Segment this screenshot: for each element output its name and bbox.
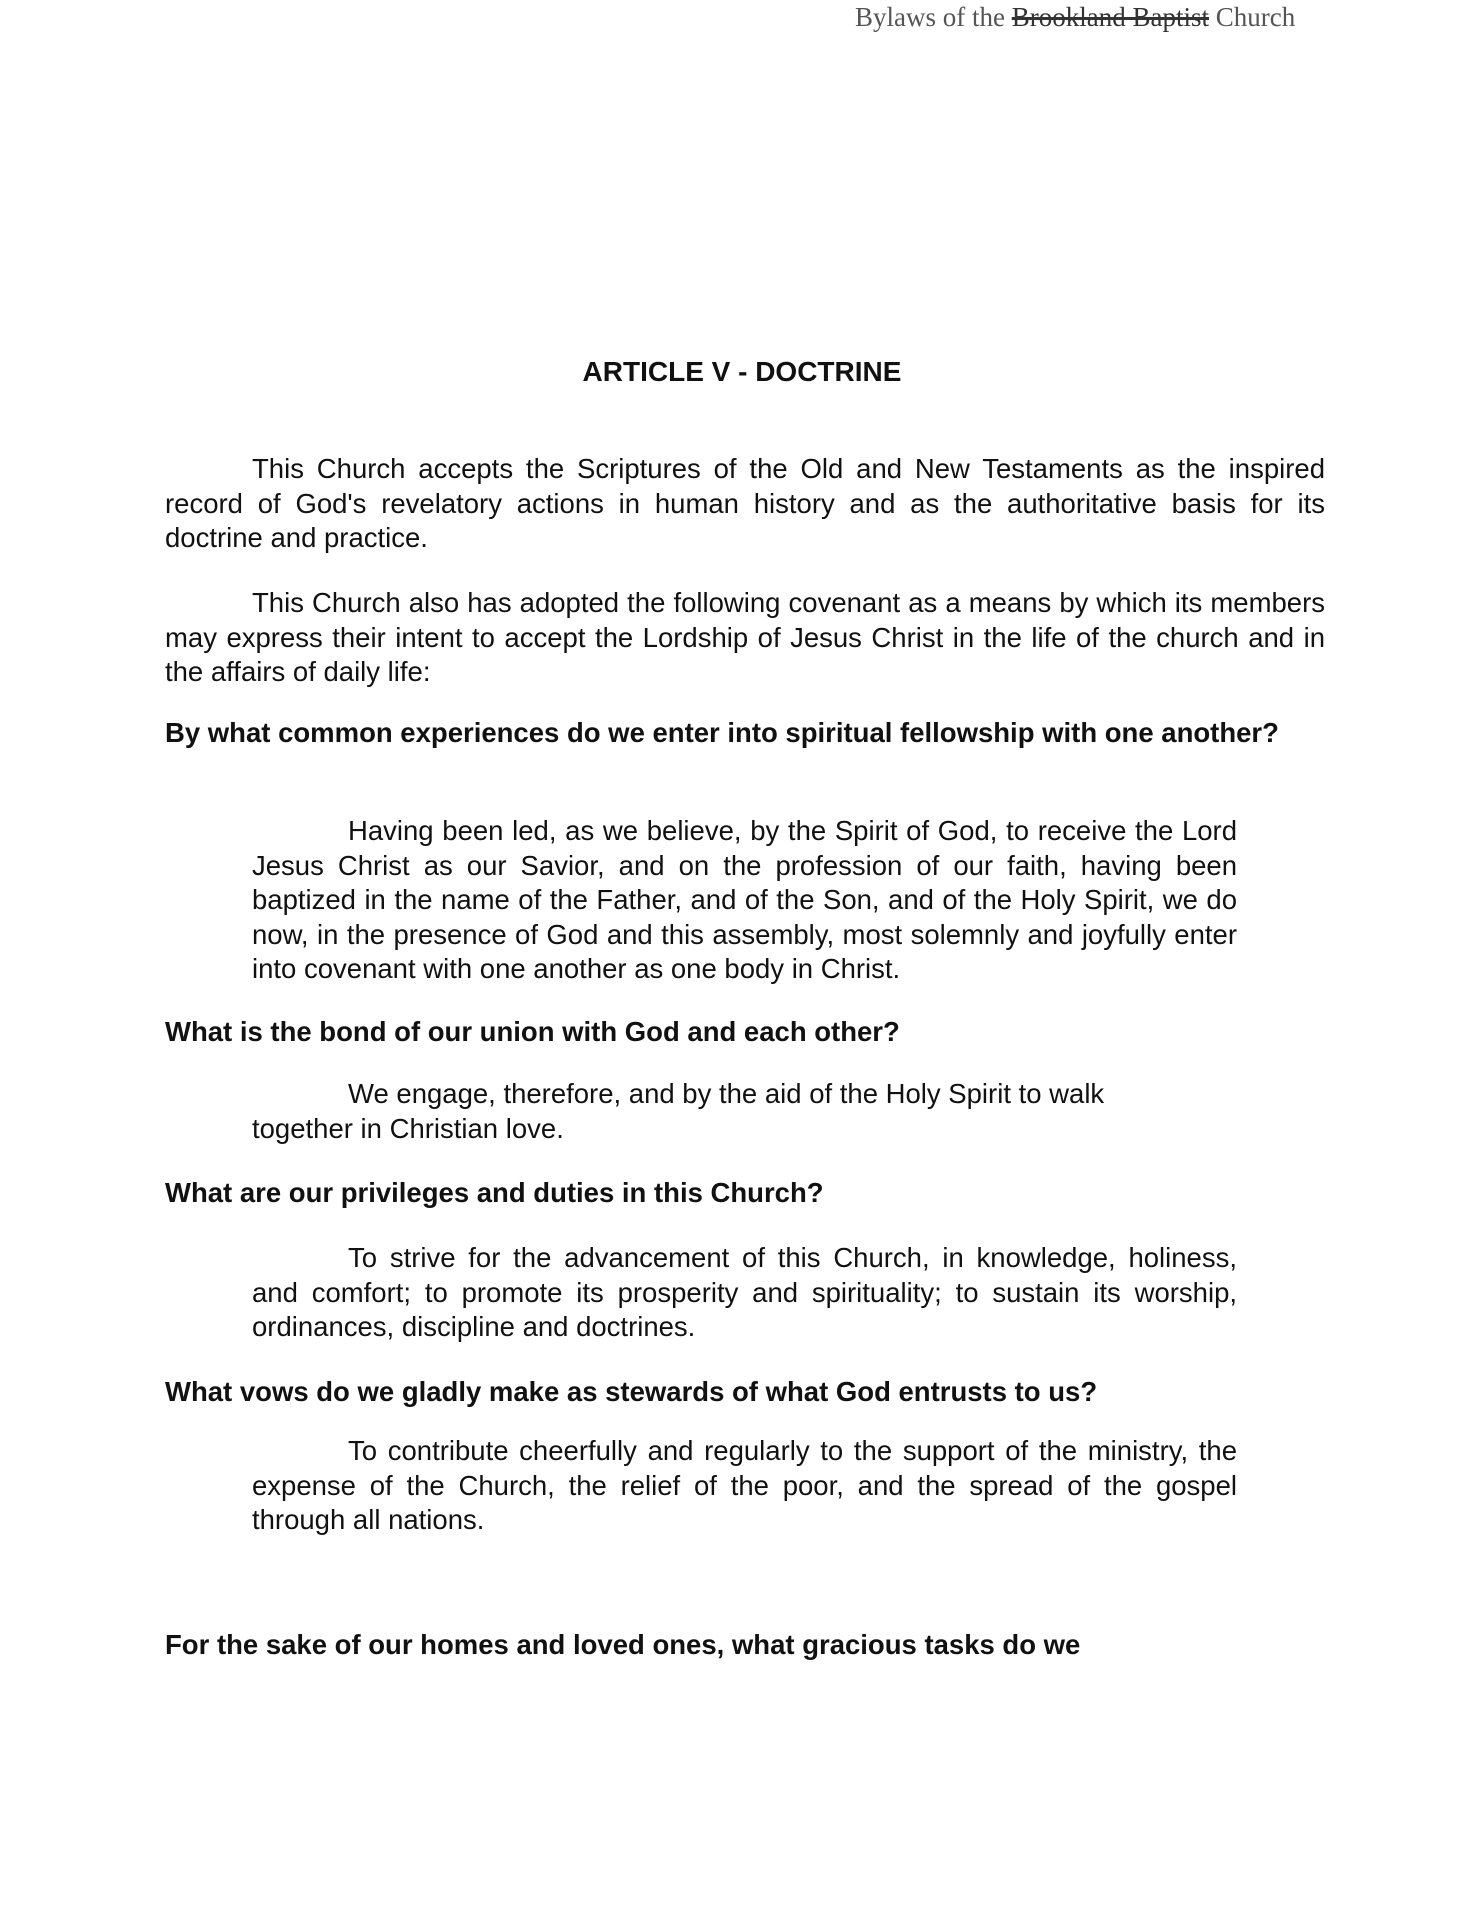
covenant-answer-1: Having been led, as we believe, by the Spirit of God, to receive the Lord Jesus Christ as our Savior, and on the profession of our faith, having been baptized in the name of the Father, and of the Son, and of the Holy Spirit, we do now, in the presence of God and this assembly, most solemnly and joyfully enter into covenant with one another as one body in Christ. bbox=[252, 815, 1237, 984]
running-header bbox=[855, 2, 1295, 33]
covenant-question-1: By what common experiences do we enter into spiritual fellowship with one another? bbox=[165, 717, 1279, 748]
article-paragraph-1: This Church accepts the Scriptures of the Old and New Testaments as the inspired record of God's revelatory actions in human history and as the authoritative basis for its doctrine and practice. bbox=[165, 453, 1325, 553]
article-paragraph-2: This Church also has adopted the following covenant as a means by which its members may express their intent to accept the Lordship of Jesus Christ in the life of the church and in the affairs of daily life: bbox=[165, 587, 1325, 687]
header-prefix: Bylaws of the bbox=[855, 2, 1012, 32]
covenant-answer-4: To contribute cheerfully and regularly to the support of the ministry, the expense of the Church, the relief of the poor, and the spread of the gospel through all nations. bbox=[252, 1435, 1237, 1535]
covenant-answer-3: To strive for the advancement of this Church, in knowledge, holiness, and comfort; to promote its prosperity and spirituality; to sustain its worship, ordinances, discipline and doctrines. bbox=[252, 1242, 1237, 1342]
article-title: ARTICLE V - DOCTRINE bbox=[582, 356, 902, 387]
covenant-question-4: What vows do we gladly make as stewards of what God entrusts to us? bbox=[165, 1376, 1098, 1407]
header-suffix: Church bbox=[1208, 2, 1296, 32]
covenant-question-2: What is the bond of our union with God and each other? bbox=[165, 1016, 900, 1047]
covenant-question-5: For the sake of our homes and loved ones, what gracious tasks do we bbox=[165, 1629, 1081, 1660]
header-struck-name: Brookland Baptist bbox=[1011, 2, 1209, 32]
covenant-question-3: What are our privileges and duties in this Church? bbox=[165, 1177, 824, 1208]
covenant-answer-2: We engage, therefore, and by the aid of the Holy Spirit to walk together in Christian love. bbox=[252, 1078, 1105, 1144]
